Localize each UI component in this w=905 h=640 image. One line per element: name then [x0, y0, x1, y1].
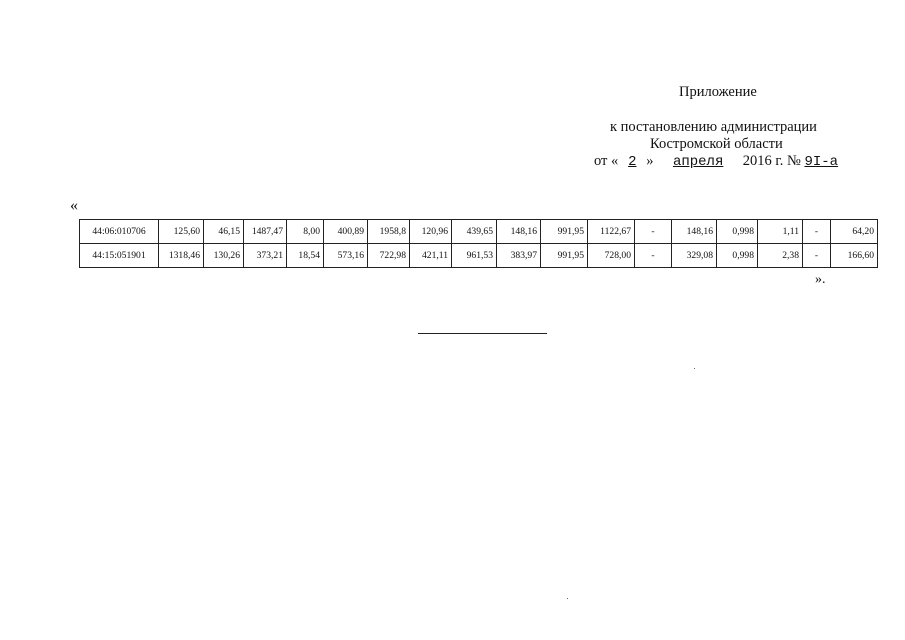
table-row	[80, 220, 878, 244]
table-cell: -	[803, 244, 831, 268]
date-day: 2	[628, 154, 637, 170]
date-quote-close: »	[646, 153, 654, 169]
cadastral-number-cell: 44:15:051901	[80, 244, 159, 268]
table-cell: 120,96	[410, 220, 452, 244]
date-month: апреля	[672, 154, 724, 170]
table-cell: 373,21	[244, 244, 287, 268]
table-cell: 991,95	[541, 244, 588, 268]
table-cell: 421,11	[410, 244, 452, 268]
table-cell: -	[803, 220, 831, 244]
table-cell: -	[635, 220, 672, 244]
table-cell: 1,11	[758, 220, 803, 244]
date-prefix: от «	[594, 153, 619, 169]
table-cell: 0,998	[717, 244, 758, 268]
scan-speck	[694, 368, 695, 369]
resolution-date-line	[594, 152, 838, 171]
table-cell: 125,60	[159, 220, 204, 244]
separator-line	[418, 333, 547, 334]
table-cell: 991,95	[541, 220, 588, 244]
data-table	[79, 219, 878, 268]
cadastral-number-cell: 44:06:010706	[80, 220, 159, 244]
region-name: Костромской области	[650, 136, 783, 152]
resolution-reference: к постановлению администрации	[610, 119, 817, 135]
appendix-title: Приложение	[679, 84, 757, 100]
table-cell: 400,89	[324, 220, 368, 244]
table-cell: 2,38	[758, 244, 803, 268]
table-cell: 8,00	[287, 220, 324, 244]
table-cell: 383,97	[497, 244, 541, 268]
table-cell: 722,98	[368, 244, 410, 268]
date-year: 2016 г. №	[742, 153, 801, 169]
table-cell: 0,998	[717, 220, 758, 244]
table-cell: 64,20	[831, 220, 878, 244]
table-cell: 728,00	[588, 244, 635, 268]
table-row	[80, 244, 878, 268]
table-cell: 1487,47	[244, 220, 287, 244]
table-cell: 148,16	[672, 220, 717, 244]
scan-speck	[567, 598, 568, 599]
table-cell: 130,26	[204, 244, 244, 268]
table-cell: 166,60	[831, 244, 878, 268]
closing-quote: ».	[815, 272, 826, 287]
table-cell: 961,53	[452, 244, 497, 268]
table-cell: 1122,67	[588, 220, 635, 244]
table-cell: 1318,46	[159, 244, 204, 268]
table-cell: 46,15	[204, 220, 244, 244]
table-cell: -	[635, 244, 672, 268]
table-cell: 18,54	[287, 244, 324, 268]
opening-quote: «	[70, 197, 78, 214]
table-cell: 439,65	[452, 220, 497, 244]
table-cell: 573,16	[324, 244, 368, 268]
table-cell: 1958,8	[368, 220, 410, 244]
table-cell: 148,16	[497, 220, 541, 244]
resolution-number: 9I-a	[804, 154, 839, 170]
table-cell: 329,08	[672, 244, 717, 268]
